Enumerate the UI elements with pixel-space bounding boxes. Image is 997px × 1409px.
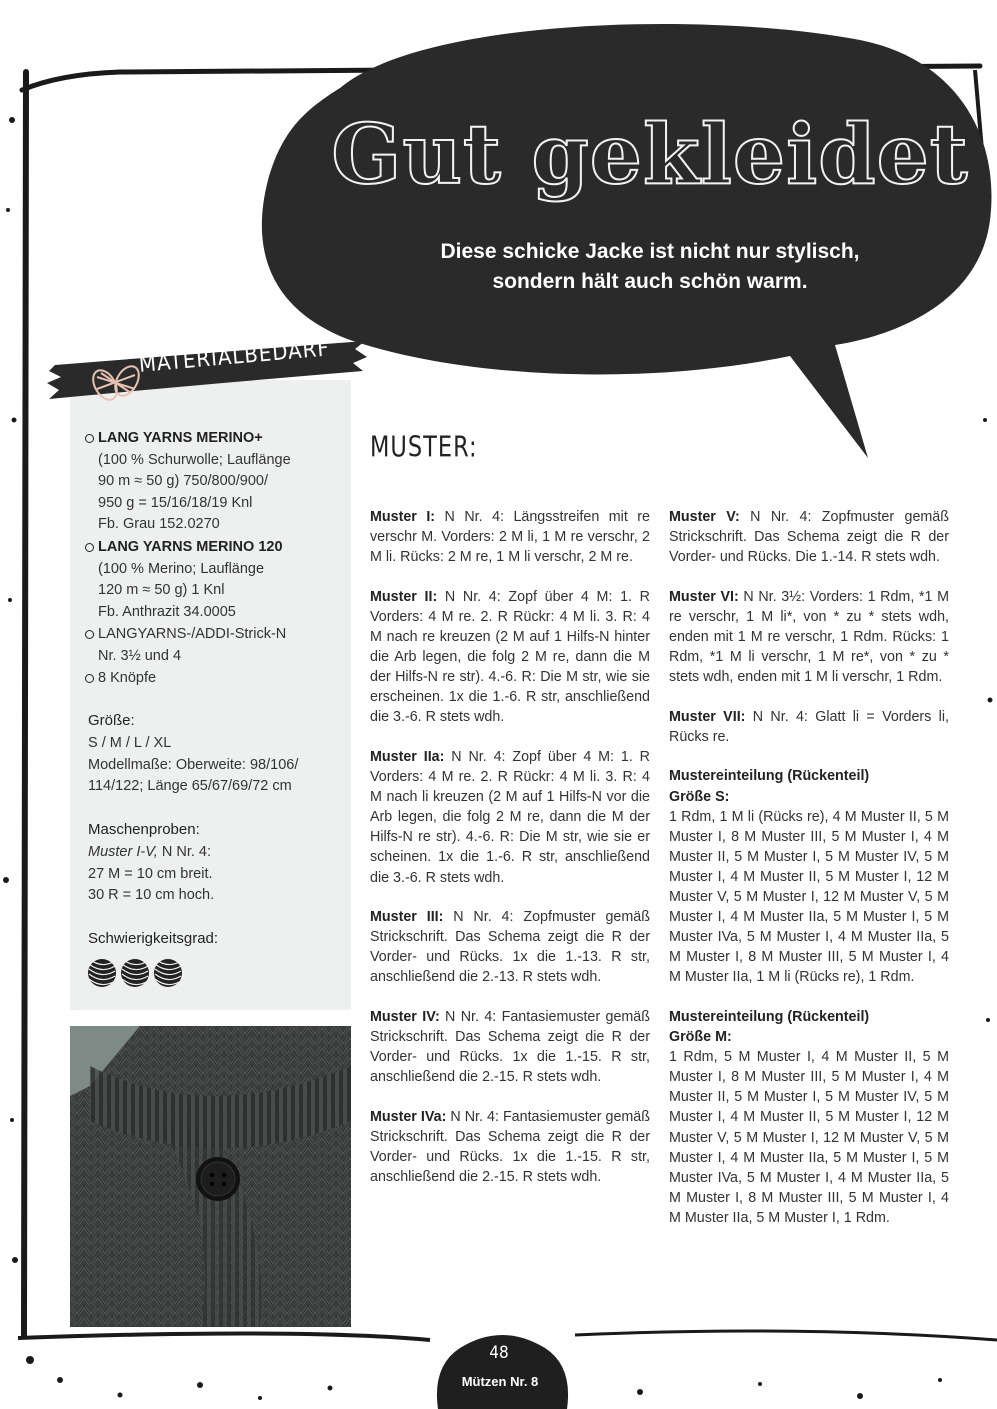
difficulty-heading: Schwierigkeitsgrad: — [88, 930, 219, 947]
gauge-heading: Maschenproben: — [88, 821, 200, 838]
bullet-icon — [85, 630, 94, 639]
text-column-left — [370, 507, 650, 1207]
magazine-name: Mützen Nr. 8 — [461, 1374, 539, 1389]
material-item: LANG YARNS MERINO 120 (100 % Merino; Lauflänge 120 m ≈ 50 g) 1 Knl Fb. Anthrazit 34.0005 — [85, 537, 347, 623]
bullet-icon — [85, 543, 94, 552]
subtitle-line: sondern hält auch schön warm. — [492, 270, 808, 293]
pattern-paragraph: Muster IIa: N Nr. 4: Zopf über 4 M: 1. R Vorders: 4 M re. 2. R Rückr: 4 M li. 3. R: 4 M nach li kreuzen (2 M auf 1 Hilfs-N vor die Arb legen, die folg 2 M re, dann die M der Hilfs-N re str). 4.-6. R: Die M str, wie sie er scheinen. 1x die 1.-6. R str, anschließend die 3.-6. R stets wdh. — [370, 748, 650, 886]
size-text: S / M / L / XL Modellmaße: Oberweite: 98/106/ 114/122; Länge 65/67/69/72 cm — [88, 735, 299, 794]
page-title: Gut gekleidet — [331, 107, 969, 203]
yarn-ball-icon — [154, 959, 182, 987]
layout-paragraph: Mustereinteilung (Rückenteil) Größe S: 1 Rdm, 1 M li (Rücks re), 4 M Muster II, 5 M Muster I, 8 M Muster III, 5 M Muster I, 4 M Muster II, 5 M Muster I, 5 M Muster IV, 5 M Muster I, 4 M Muster II, 5 M Muster I, 12 M Muster V, 5 M Muster I, 12 M Muster V, 5 M Muster I, 4 M Muster IIa, 5 M Muster I, 5 M Muster IVa, 5 M Muster I, 4 M Muster IIa, 5 M Muster I, 8 M Muster III, 5 M Muster I, 4 M Muster IIa, 1 M li (Rücks re), 1 Rdm. — [669, 768, 949, 986]
page-subtitle — [380, 237, 920, 297]
difficulty-rating — [86, 956, 186, 990]
pattern-paragraph: Muster I: N Nr. 4: Längsstreifen mit re verschr M. Vorders: 2 M li, 1 M re verschr, 2 M li. Rücks: 2 M re, 1 M li verschr, 2 M re. — [370, 509, 650, 566]
section-heading: MUSTER: — [370, 429, 478, 464]
pattern-paragraph: Muster V: N Nr. 4: Zopfmuster gemäß Strickschrift. Das Schema zeigt die R der Vorder- und Rücks. Die 1.-14. R stets wdh. — [669, 509, 949, 566]
footer-tab — [430, 1326, 575, 1409]
subtitle-line: Diese schicke Jacke ist nicht nur stylisch, — [440, 240, 860, 263]
size-heading: Größe: — [88, 712, 135, 729]
pattern-paragraph: Muster IVa: N Nr. 4: Fantasiemuster gemäß Strickschrift. Das Schema zeigt die R der Vorder- und Rücks. 1x die 1.-15. R str, anschließend die 2.-15. R stets wdh. — [370, 1108, 650, 1186]
material-item: LANGYARNS-/ADDI-Strick-N Nr. 3½ und 4 — [85, 624, 347, 667]
material-label: MATERIALBEDARF — [138, 336, 331, 378]
layout-paragraph: Mustereinteilung (Rückenteil) Größe M: 1 Rdm, 5 M Muster I, 4 M Muster II, 5 M Muster I, 8 M Muster III, 5 M Muster I, 4 M Muster II, 5 M Muster I, 5 M Muster IV, 5 M Muster I, 4 M Muster II, 5 M Muster I, 12 M Muster V, 5 M Muster I, 12 M Muster V, 5 M Muster I, 4 M Muster IIa, 5 M Muster I, 5 M Muster IVa, 5 M Muster I, 4 M Muster IIa, 5 M Muster I, 8 M Muster III, 5 M Muster I, 4 M Muster IIa, 5 M Muster I, 1 Rdm. — [669, 1008, 949, 1226]
material-item: 8 Knöpfe — [85, 668, 347, 690]
button-icon — [196, 1157, 240, 1201]
gauge-text: Muster I-V, N Nr. 4: 27 M = 10 cm breit. 30 R = 10 cm hoch. — [88, 844, 215, 903]
pattern-paragraph: Muster II: N Nr. 4: Zopf über 4 M: 1. R Vorders: 4 M re. 2. R Rückr: 4 M li. 3. R: 4 M nach re kreuzen (2 M auf 1 Hilfs-N hinter die Arb legen, die folg 2 M re, dann die M der Hilfs-N re str). 4.-6. R: Die M str, wie sie erscheinen. 1x die 1.-6. R str, anschließend die 3.-6. R stets wdh. — [370, 588, 650, 726]
text-column-right — [669, 507, 949, 1248]
yarn-ball-icon — [88, 959, 116, 987]
material-item: LANG YARNS MERINO+ (100 % Schurwolle; Lauflänge 90 m ≈ 50 g) 750/800/900/ 950 g = 15/16/18/19 Knl Fb. Grau 152.0270 — [85, 428, 347, 536]
pattern-paragraph: Muster IV: N Nr. 4: Fantasiemuster gemäß Strickschrift. Das Schema zeigt die R der Vorder- und Rücks. 1x die 1.-15. R str, anschließend die 2.-15. R stets wdh. — [370, 1008, 650, 1086]
page-number: 48 — [489, 1343, 509, 1363]
bullet-icon — [85, 434, 94, 443]
bullet-icon — [85, 674, 94, 683]
yarn-ball-icon — [121, 959, 149, 987]
pattern-paragraph: Muster VII: N Nr. 4: Glatt li = Vorders li, Rücks re. — [669, 708, 949, 745]
cardigan-photo — [70, 1026, 351, 1327]
pattern-paragraph: Muster III: N Nr. 4: Zopfmuster gemäß Strickschrift. Das Schema zeigt die R der Vorder- und Rücks. 1x die 1.-13. R str, anschließend die 2.-13. R stets wdh. — [370, 909, 650, 986]
pattern-paragraph: Muster VI: N Nr. 3½: Vorders: 1 Rdm, *1 M re verschr, 1 M li*, von * zu * stets wdh, enden mit 1 M re verschr, 1 Rdm. Rücks: 1 Rdm, *1 M li verschr, 1 M re*, von * zu * stets wdh, enden mit 1 M li verschr, 1 Rdm. — [669, 588, 949, 686]
